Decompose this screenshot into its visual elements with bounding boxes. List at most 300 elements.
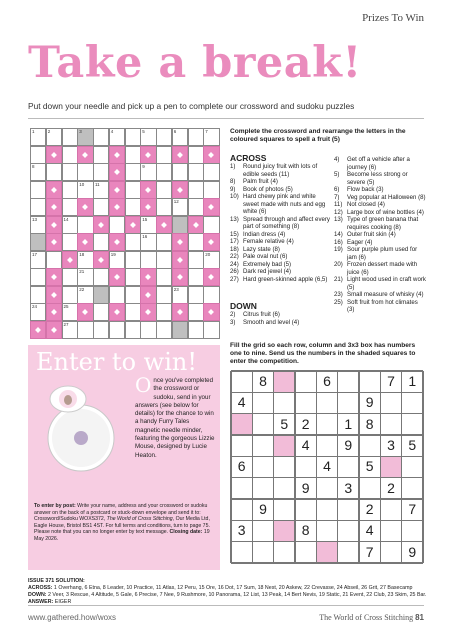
- sudoku-cell: 2: [301, 415, 310, 432]
- across-heading: ACROSS: [230, 153, 267, 163]
- sudoku-cell[interactable]: [316, 520, 337, 541]
- sudoku-cell: 6: [323, 373, 331, 389]
- crossword-block: [46, 181, 62, 199]
- sudoku-cell[interactable]: [316, 435, 337, 456]
- clue-number: 26): [230, 268, 239, 275]
- sudoku-cell[interactable]: [252, 414, 273, 435]
- crossword-block: [109, 198, 125, 216]
- closing-date: 19 May 2026.: [34, 529, 210, 542]
- sudoku-cell[interactable]: [316, 392, 337, 413]
- crossword-cell[interactable]: [30, 286, 46, 304]
- crossword-cell[interactable]: [156, 251, 172, 269]
- sudoku-cell[interactable]: [359, 435, 380, 456]
- clue-item: [230, 193, 330, 216]
- clue-item: [230, 186, 330, 194]
- crossword-block: [172, 268, 188, 286]
- sudoku-cell[interactable]: [402, 392, 423, 413]
- clue-item: [230, 216, 330, 231]
- sudoku-cell[interactable]: [231, 499, 252, 520]
- crossword-cell[interactable]: [77, 286, 93, 304]
- sudoku-cell[interactable]: [402, 456, 423, 477]
- footer-url[interactable]: www.gathered.how/woxs: [28, 613, 117, 622]
- crossword-cell[interactable]: [156, 286, 172, 304]
- clue-number: 4): [334, 156, 340, 163]
- crossword-cell[interactable]: [46, 163, 62, 181]
- clue-number: 23): [334, 291, 343, 298]
- clue-item: [334, 261, 426, 276]
- clue-text: Flow back (3): [347, 186, 384, 193]
- sudoku-cell[interactable]: [295, 499, 316, 520]
- crossword-block: [140, 268, 156, 286]
- crossword-cell[interactable]: [172, 163, 188, 181]
- solution-issue: ISSUE 371 SOLUTION:: [28, 578, 85, 584]
- sudoku-gridline: [380, 371, 381, 563]
- crossword-cell[interactable]: [46, 128, 62, 146]
- crossword-cell[interactable]: [125, 181, 141, 199]
- crossword-block: [46, 146, 62, 164]
- sudoku-cell[interactable]: [359, 478, 380, 499]
- footer-divider: [28, 605, 424, 606]
- crossword-cell[interactable]: [30, 233, 46, 251]
- crossword-cell[interactable]: [30, 251, 46, 269]
- sudoku-cell[interactable]: [295, 456, 316, 477]
- sudoku-shaded-cell[interactable]: [274, 371, 295, 392]
- sudoku-gridline: [231, 520, 423, 521]
- crossword-cell[interactable]: [62, 146, 78, 164]
- crossword-cell[interactable]: [109, 216, 125, 234]
- crossword-block: [46, 233, 62, 251]
- crossword-cell[interactable]: [62, 128, 78, 146]
- clue-number-label: 21: [79, 269, 85, 274]
- sudoku-cell: 8: [301, 522, 310, 539]
- crossword-cell[interactable]: [203, 286, 219, 304]
- clue-number: 25): [334, 298, 343, 306]
- crossword-block: [93, 251, 109, 269]
- clue-number-label: 25: [63, 304, 69, 309]
- crossword-cell[interactable]: [109, 286, 125, 304]
- crossword-cell[interactable]: [140, 233, 156, 251]
- footer-mag-name: The World of Cross Stitching: [319, 613, 414, 622]
- clue-text: Smooth and level (4): [243, 318, 300, 326]
- crossword-cell[interactable]: [93, 198, 109, 216]
- crossword-block: [77, 198, 93, 216]
- sudoku-cell: 1: [408, 373, 417, 389]
- crossword-cell[interactable]: [62, 181, 78, 199]
- crossword-instructions: Complete the crossword and rearrange the letters in the coloured squares to spell a fruit (5): [230, 128, 406, 143]
- sudoku-gridline: [273, 371, 274, 563]
- crossword-cell[interactable]: [77, 216, 93, 234]
- sudoku-cell[interactable]: [295, 542, 316, 563]
- crossword-cell[interactable]: [188, 163, 204, 181]
- crossword-cell[interactable]: [156, 163, 172, 181]
- crossword-cell[interactable]: [93, 321, 109, 339]
- crossword-block: [125, 216, 141, 234]
- sudoku-gridline: [231, 434, 423, 436]
- clue-number-label: 6: [173, 129, 177, 134]
- sudoku-cell: 4: [301, 437, 310, 453]
- crossword-cell[interactable]: [77, 181, 93, 199]
- crossword-cell[interactable]: [77, 268, 93, 286]
- sudoku-cell[interactable]: [252, 392, 273, 413]
- crossword-cell[interactable]: [93, 146, 109, 164]
- crossword-cell[interactable]: [140, 216, 156, 234]
- sudoku-shaded-cell[interactable]: [274, 520, 295, 541]
- clue-number-label: 7: [205, 129, 208, 134]
- footer-magazine: [319, 613, 424, 622]
- crossword-block: [46, 216, 62, 234]
- sudoku-gridline: [252, 371, 253, 563]
- crossword-cell[interactable]: [203, 128, 219, 146]
- crossword-cell[interactable]: [172, 198, 188, 216]
- sudoku-gridline: [230, 371, 232, 563]
- sudoku-cell[interactable]: [402, 520, 423, 541]
- sudoku-cell[interactable]: [338, 499, 359, 520]
- crossword-block: [140, 181, 156, 199]
- sudoku-cell[interactable]: [402, 478, 423, 499]
- clue-number: 5): [334, 171, 340, 178]
- crossword-cell[interactable]: [203, 163, 219, 181]
- crossword-cell[interactable]: [62, 216, 78, 234]
- crossword-cell[interactable]: [30, 303, 46, 321]
- sudoku-gridline: [231, 456, 423, 457]
- crossword-cell[interactable]: [156, 233, 172, 251]
- clue-number: 18): [230, 245, 239, 253]
- sudoku-shaded-cell[interactable]: [274, 435, 295, 456]
- clue-text: Citrus fruit (6): [243, 311, 280, 318]
- sudoku-cell: 2: [365, 501, 374, 517]
- crossword-cell[interactable]: [77, 251, 93, 269]
- clue-number-label: 2: [47, 129, 51, 134]
- clue-item: [334, 216, 426, 231]
- crossword-cell[interactable]: [93, 163, 109, 181]
- crossword-block: [30, 321, 46, 339]
- sudoku-gridline: [401, 371, 402, 563]
- clue-item: [230, 231, 330, 239]
- sudoku-cell[interactable]: [274, 456, 295, 477]
- clue-number-label: 17: [32, 251, 38, 257]
- crossword-cell[interactable]: [156, 128, 172, 146]
- sudoku-cell[interactable]: [338, 520, 359, 541]
- sudoku-cell[interactable]: [380, 520, 401, 541]
- clue-number-label: 10: [79, 181, 85, 187]
- crossword-cell[interactable]: [125, 163, 141, 181]
- crossword-cell[interactable]: [62, 163, 78, 181]
- clue-item: [334, 291, 426, 299]
- sudoku-shaded-cell[interactable]: [231, 414, 252, 435]
- crossword-block: [46, 268, 62, 286]
- crossword-cell[interactable]: [30, 181, 46, 199]
- crossword-cell[interactable]: [140, 321, 156, 339]
- solution-down: 2 Veer, 3 Rescue, 4 Altitude, 5 Gale, 6 Precise, 7 Nee, 9 Rushmore, 10 Panorama, 12 List, 13 Peak, 14 Bert Nevis, 19 Static, 21 Event, 22 Club, 23 Skim, 25 Bar.: [46, 592, 427, 598]
- crossword-cell[interactable]: [188, 268, 204, 286]
- crossword-cell[interactable]: [93, 128, 109, 146]
- sudoku-cell[interactable]: [295, 371, 316, 392]
- crossword-cell[interactable]: [188, 251, 204, 269]
- clue-text: Spread through and affect every part of something (8): [243, 215, 330, 230]
- sudoku-cell: 9: [259, 501, 267, 517]
- crossword-block: [172, 181, 188, 199]
- crossword-block: [140, 303, 156, 321]
- crossword-cell[interactable]: [30, 216, 46, 234]
- crossword-block: [46, 286, 62, 304]
- clue-item: [334, 201, 426, 209]
- crossword-cell[interactable]: [188, 233, 204, 251]
- crossword-cell[interactable]: [140, 251, 156, 269]
- sudoku-cell: 5: [408, 437, 417, 453]
- clue-item: [230, 178, 330, 186]
- crossword-cell[interactable]: [188, 181, 204, 199]
- crossword-cell[interactable]: [172, 216, 188, 234]
- crossword-cell[interactable]: [109, 251, 125, 269]
- sudoku-gridline: [231, 413, 423, 414]
- solution-down-label: DOWN:: [28, 592, 47, 598]
- clue-number-label: 11: [95, 181, 100, 187]
- clue-number-label: 20: [205, 251, 211, 257]
- crossword-cell[interactable]: [93, 181, 109, 199]
- sudoku-cell[interactable]: [274, 542, 295, 563]
- crossword-cell[interactable]: [188, 303, 204, 321]
- crossword-cell[interactable]: [77, 128, 93, 146]
- clue-number-label: 3: [79, 129, 82, 134]
- sudoku-cell[interactable]: [380, 392, 401, 413]
- clue-text: Veg popular at Halloween (8): [347, 193, 426, 201]
- clue-number: 2): [230, 311, 236, 318]
- crossword-block: [109, 146, 125, 164]
- crossword-block: [77, 146, 93, 164]
- clue-text: Pale oval nut (6): [243, 253, 288, 260]
- sudoku-shaded-cell[interactable]: [316, 542, 337, 563]
- crossword-cell[interactable]: [109, 321, 125, 339]
- sudoku-cell[interactable]: [338, 456, 359, 477]
- sudoku-grid[interactable]: [231, 371, 423, 563]
- clue-text: Eager (4): [347, 238, 373, 246]
- sudoku-cell: 9: [301, 479, 310, 496]
- clue-text: Extremely bad (5): [243, 260, 292, 268]
- crossword-cell[interactable]: [46, 251, 62, 269]
- sudoku-cell[interactable]: [338, 542, 359, 563]
- enter-to-win-panel: [28, 345, 220, 570]
- crossword-cell[interactable]: [93, 286, 109, 304]
- clue-number: 20): [334, 261, 343, 268]
- crossword-block: [172, 233, 188, 251]
- sudoku-cell: 7: [387, 373, 395, 389]
- sudoku-cell[interactable]: [252, 456, 273, 477]
- crossword-grid[interactable]: [30, 128, 219, 338]
- crossword-cell[interactable]: [188, 198, 204, 216]
- divider: [28, 118, 424, 119]
- crossword-cell[interactable]: [156, 181, 172, 199]
- sudoku-cell[interactable]: [274, 499, 295, 520]
- sudoku-cell[interactable]: [252, 435, 273, 456]
- sudoku-cell[interactable]: [252, 520, 273, 541]
- crossword-cell[interactable]: [125, 321, 141, 339]
- crossword-cell[interactable]: [172, 321, 188, 339]
- crossword-cell[interactable]: [188, 128, 204, 146]
- crossword-cell[interactable]: [93, 268, 109, 286]
- sudoku-cell[interactable]: [316, 499, 337, 520]
- sudoku-cell: 9: [344, 437, 353, 453]
- clue-number-label: 27: [63, 321, 69, 327]
- sudoku-cell: 2: [387, 479, 395, 496]
- crossword-cell[interactable]: [62, 198, 78, 216]
- crossword-cell[interactable]: [93, 303, 109, 321]
- crossword-cell[interactable]: [30, 198, 46, 216]
- clue-number-label: 13: [32, 216, 38, 222]
- crossword-cell[interactable]: [62, 233, 78, 251]
- sudoku-cell: 4: [237, 394, 246, 411]
- clue-text: Lazy state (8): [243, 245, 280, 253]
- clue-text: Soft fruit from hot climates (3): [347, 298, 418, 313]
- crossword-cell[interactable]: [125, 146, 141, 164]
- sudoku-cell[interactable]: [231, 542, 252, 563]
- sudoku-cell: 4: [365, 522, 374, 539]
- crossword-block: [62, 251, 78, 269]
- clue-text: Outer fruit skin (4): [347, 231, 396, 238]
- entry-text-2: , Our Media Ltd, Eagle House, Bristol BS1 4ST. For full terms and conditions, turn to page 75. Please note that you can no longer enter by text message.: [34, 516, 210, 536]
- sudoku-cell[interactable]: [231, 435, 252, 456]
- clue-text: Light wood used in craft work (5): [347, 276, 426, 291]
- sudoku-cell[interactable]: [274, 392, 295, 413]
- crossword-cell[interactable]: [203, 251, 219, 269]
- sudoku-cell[interactable]: [338, 392, 359, 413]
- clue-text: Sour purple plum used for jam (6): [347, 246, 418, 261]
- clue-number-label: 19: [110, 251, 116, 257]
- crossword-cell[interactable]: [188, 321, 204, 339]
- sudoku-cell[interactable]: [380, 414, 401, 435]
- sudoku-cell[interactable]: [402, 414, 423, 435]
- crossword-block: [172, 303, 188, 321]
- clue-number: 1): [230, 163, 236, 170]
- clue-number: 14): [334, 231, 343, 238]
- crossword-cell[interactable]: [77, 163, 93, 181]
- sudoku-cell[interactable]: [252, 478, 273, 499]
- clue-number: 9): [230, 185, 236, 193]
- crossword-cell[interactable]: [30, 146, 46, 164]
- crossword-cell[interactable]: [77, 321, 93, 339]
- clue-number: 11): [334, 201, 343, 208]
- crossword-cell[interactable]: [62, 303, 78, 321]
- sudoku-cell[interactable]: [380, 499, 401, 520]
- crossword-cell[interactable]: [203, 181, 219, 199]
- crossword-cell[interactable]: [156, 146, 172, 164]
- clue-number: 7): [334, 193, 340, 201]
- crossword-cell[interactable]: [62, 321, 78, 339]
- crossword-cell[interactable]: [62, 268, 78, 286]
- sudoku-cell[interactable]: [295, 392, 316, 413]
- sudoku-cell[interactable]: [274, 478, 295, 499]
- needle-minder-image: [46, 383, 116, 473]
- crossword-block: [46, 321, 62, 339]
- clue-text: Female relative (4): [243, 238, 294, 245]
- sudoku-cell[interactable]: [359, 371, 380, 392]
- sudoku-cell[interactable]: [252, 542, 273, 563]
- crossword-cell[interactable]: [30, 268, 46, 286]
- clue-number: 3): [230, 318, 236, 326]
- crossword-cell[interactable]: [203, 216, 219, 234]
- sudoku-cell[interactable]: [316, 478, 337, 499]
- crossword-cell[interactable]: [125, 198, 141, 216]
- crossword-cell[interactable]: [125, 303, 141, 321]
- crossword-cell[interactable]: [125, 128, 141, 146]
- previous-solution: [28, 578, 428, 606]
- clue-item: [230, 268, 330, 276]
- sudoku-shaded-cell[interactable]: [380, 456, 401, 477]
- crossword-cell[interactable]: [156, 198, 172, 216]
- clue-item: [334, 231, 426, 239]
- sudoku-cell[interactable]: [380, 542, 401, 563]
- clue-item: [334, 299, 426, 314]
- crossword-cell[interactable]: [188, 286, 204, 304]
- page-number: 81: [415, 613, 424, 622]
- solution-across-label: ACROSS:: [28, 585, 53, 591]
- crossword-cell[interactable]: [156, 268, 172, 286]
- crossword-cell[interactable]: [156, 321, 172, 339]
- clue-number: 8): [230, 178, 236, 185]
- crossword-cell[interactable]: [30, 163, 46, 181]
- sudoku-cell: 8: [365, 415, 374, 432]
- crossword-cell[interactable]: [125, 268, 141, 286]
- sudoku-cell: 8: [259, 373, 267, 389]
- sudoku-cell[interactable]: [231, 478, 252, 499]
- entry-text: Write your name, address and your crossword or sudoku answer on the back of a postcard or stuck-down envelope and send it to: Crossword/Sudoku WOXS372,: [34, 503, 208, 523]
- clue-number: 13): [230, 215, 239, 223]
- crossword-cell[interactable]: [156, 303, 172, 321]
- sudoku-gridline: [422, 371, 424, 563]
- clue-text: Large box of wine bottles (4): [347, 208, 424, 216]
- clue-number: 24): [230, 260, 239, 268]
- sudoku-cell: 9: [365, 394, 374, 411]
- down-heading: DOWN: [230, 301, 257, 311]
- clue-text: Not closed (4): [347, 201, 385, 208]
- crossword-cell[interactable]: [93, 233, 109, 251]
- clue-text: Small measure of whisky (4): [347, 291, 424, 298]
- crossword-block: [109, 163, 125, 181]
- sudoku-gridline: [316, 371, 317, 563]
- clue-number-label: 18: [79, 251, 85, 257]
- crossword-cell[interactable]: [172, 128, 188, 146]
- sudoku-cell: 3: [344, 479, 353, 496]
- entry-terms: [34, 503, 214, 543]
- crossword-cell[interactable]: [62, 286, 78, 304]
- crossword-cell[interactable]: [203, 321, 219, 339]
- crossword-block: [172, 146, 188, 164]
- clue-text: Become less strong or severe (5): [347, 171, 408, 186]
- crossword-cell[interactable]: [188, 146, 204, 164]
- crossword-cell[interactable]: [125, 251, 141, 269]
- clue-item: [334, 209, 426, 217]
- clue-number-label: 23: [173, 286, 179, 292]
- crossword-block: [93, 216, 109, 234]
- crossword-cell[interactable]: [125, 233, 141, 251]
- crossword-cell[interactable]: [30, 128, 46, 146]
- crossword-cell[interactable]: [140, 128, 156, 146]
- sudoku-gridline: [358, 371, 360, 563]
- sudoku-cell[interactable]: [338, 371, 359, 392]
- sudoku-cell[interactable]: [316, 414, 337, 435]
- clue-number-label: 15: [142, 216, 148, 222]
- crossword-cell[interactable]: [140, 163, 156, 181]
- crossword-block: [109, 303, 125, 321]
- crossword-block: [140, 146, 156, 164]
- clue-item: [230, 311, 330, 319]
- crossword-cell[interactable]: [172, 286, 188, 304]
- crossword-cell[interactable]: [125, 286, 141, 304]
- clue-number: 13): [334, 216, 343, 223]
- clue-number: 6): [334, 186, 340, 193]
- page-subtitle: Put down your needle and pick up a pen to complete our crossword and sudoku puzzles: [28, 101, 355, 111]
- crossword-cell[interactable]: [109, 128, 125, 146]
- sudoku-cell[interactable]: [231, 371, 252, 392]
